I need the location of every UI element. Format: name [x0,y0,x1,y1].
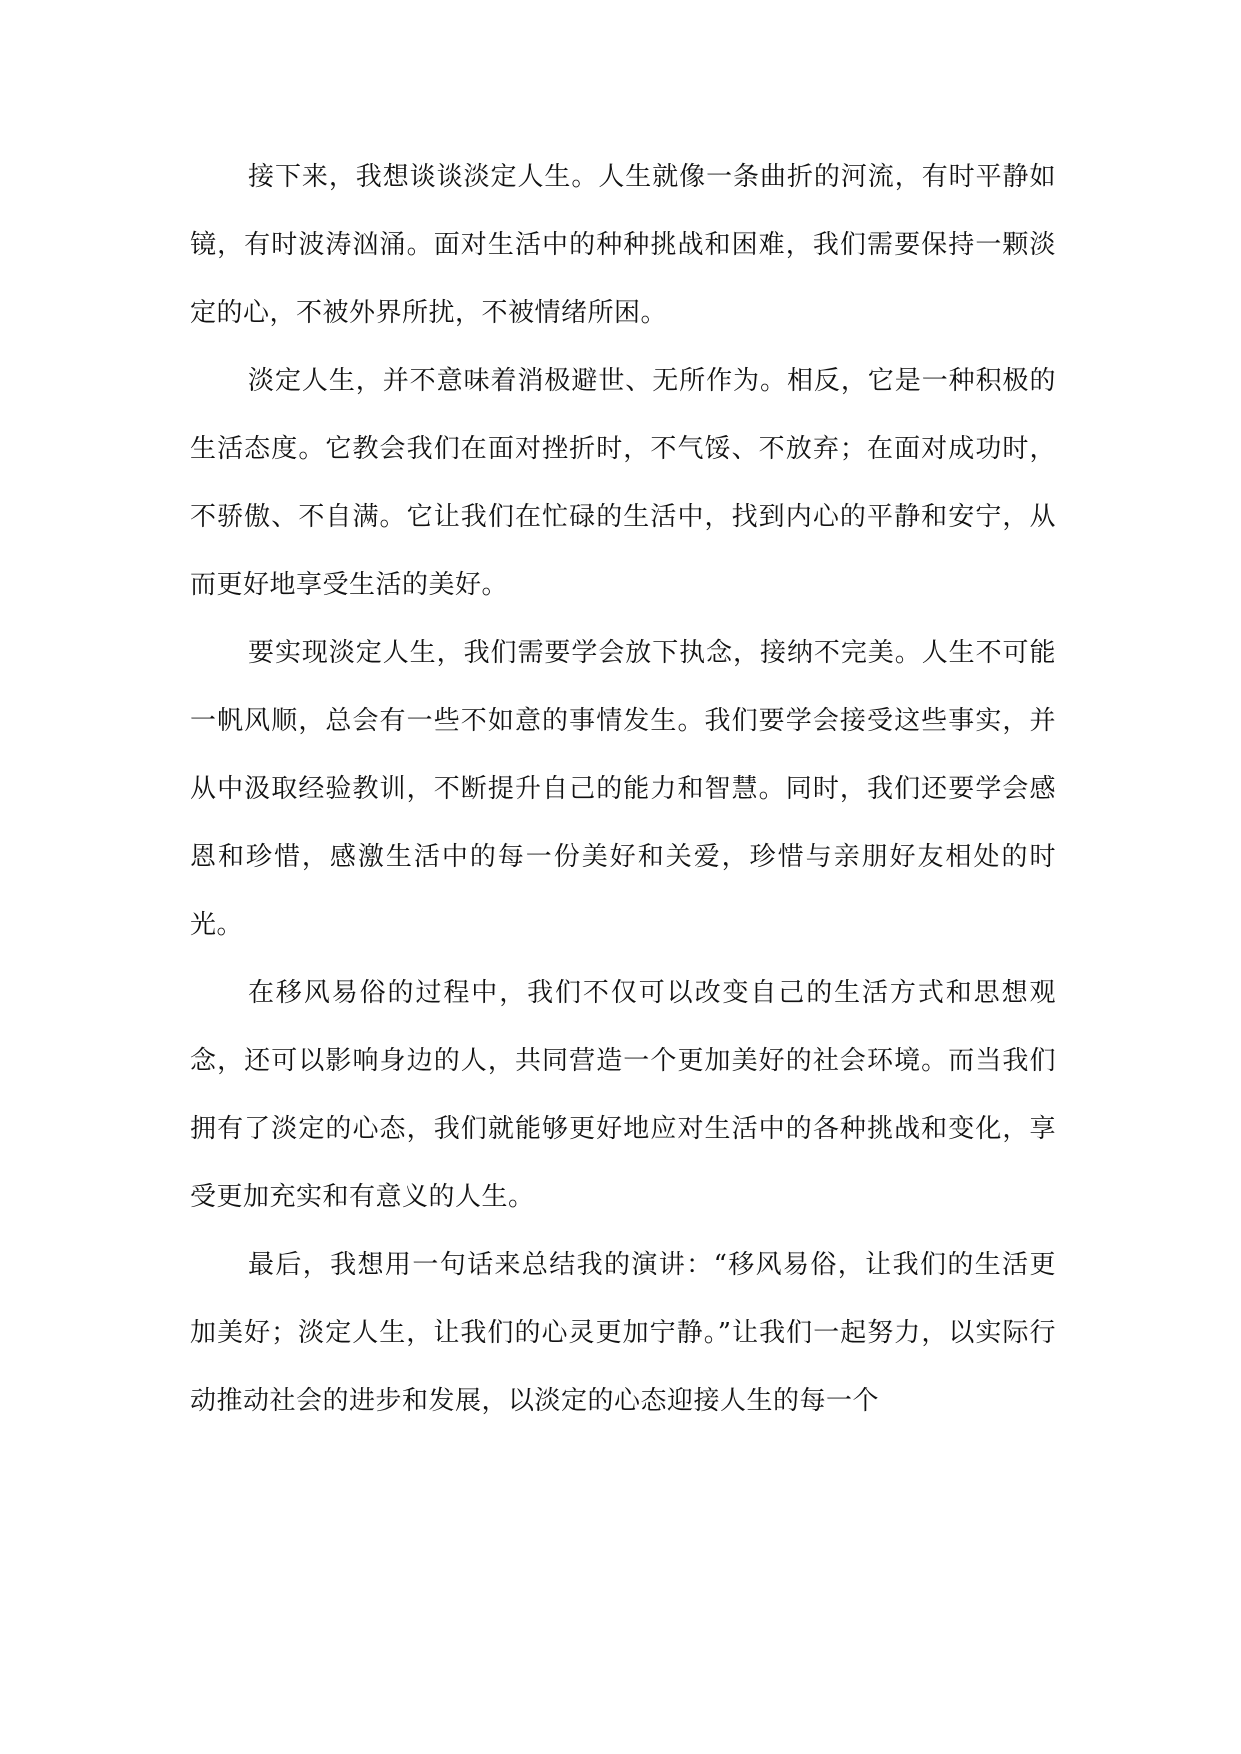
paragraph-changing-customs: 在移风易俗的过程中，我们不仅可以改变自己的生活方式和思想观念，还可以影响身边的人，共同营造一个更加美好的社会环境。而当我们拥有了淡定的心态，我们就能够更好地应对生活中的各种挑战和变化，享受更加充实和有意义的人生。 [190,978,1056,1212]
paragraph-calm-life-meaning: 淡定人生，并不意味着消极避世、无所作为。相反，它是一种积极的生活态度。它教会我们在面对挫折时，不气馁、不放弃；在面对成功时，不骄傲、不自满。它让我们在忙碌的生活中，找到内心的平静和安宁，从而更好地享受生活的美好。 [190,366,1056,600]
paragraph-calm-life-intro: 接下来，我想谈谈淡定人生。人生就像一条曲折的河流，有时平静如镜，有时波涛汹涌。面对生活中的种种挑战和困难，我们需要保持一颗淡定的心，不被外界所扰，不被情绪所困。 [190,162,1056,328]
paragraph-achieving-calm-life: 要实现淡定人生，我们需要学会放下执念，接纳不完美。人生不可能一帆风顺，总会有一些不如意的事情发生。我们要学会接受这些事实，并从中汲取经验教训，不断提升自己的能力和智慧。同时，我们还要学会感恩和珍惜，感激生活中的每一份美好和关爱，珍惜与亲朋好友相处的时光。 [190,638,1056,940]
paragraph-conclusion: 最后，我想用一句话来总结我的演讲：“移风易俗，让我们的生活更加美好；淡定人生，让我们的心灵更加宁静。”让我们一起努力，以实际行动推动社会的进步和发展，以淡定的心态迎接人生的每一个 [190,1250,1056,1416]
document-body [190,143,1056,1435]
